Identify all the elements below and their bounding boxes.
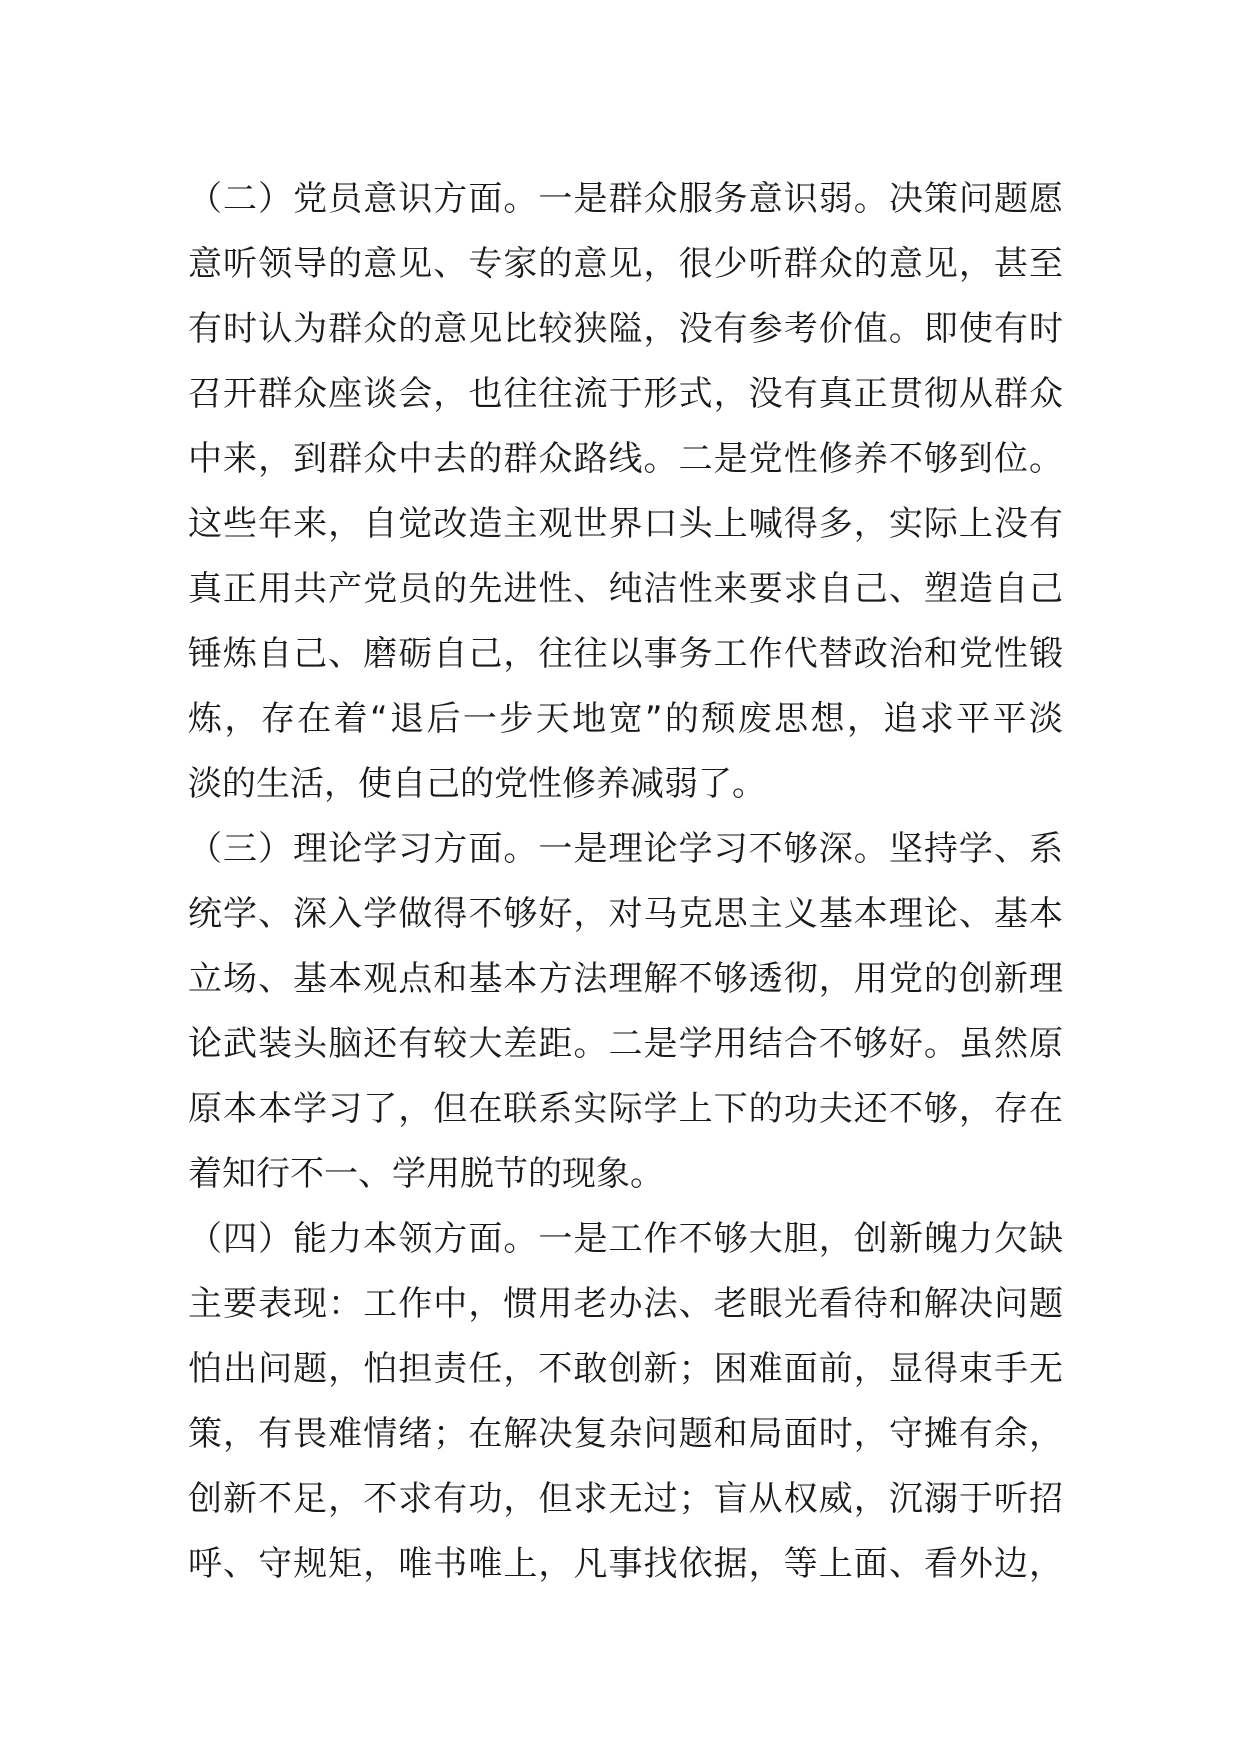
text-line: 这些年来，自觉改造主观世界口头上喊得多，实际上没有 <box>188 504 1063 544</box>
text-line: 炼，存在着“退后一步天地宽”的颓废思想，追求平平淡 <box>188 699 1063 739</box>
text-line: 怕出问题，怕担责任，不敢创新；困难面前，显得束手无 <box>188 1349 1063 1389</box>
text-line: （三）理论学习方面。一是理论学习不够深。坚持学、系 <box>188 829 1063 869</box>
text-line: 创新不足，不求有功，但求无过；盲从权威，沉溺于听招 <box>188 1479 1063 1519</box>
text-line: 呼、守规矩，唯书唯上，凡事找依据，等上面、看外边， <box>188 1544 1063 1584</box>
text-line: 统学、深入学做得不够好，对马克思主义基本理论、基本 <box>188 894 1063 934</box>
document-body <box>188 167 1063 1597</box>
text-line: 真正用共产党员的先进性、纯洁性来要求自己、塑造自己 <box>188 569 1063 609</box>
text-line: 原本本学习了，但在联系实际学上下的功夫还不够，存在 <box>188 1089 1063 1129</box>
text-line: 立场、基本观点和基本方法理解不够透彻，用党的创新理 <box>188 959 1063 999</box>
text-line: 淡的生活，使自己的党性修养减弱了。 <box>188 764 766 804</box>
text-line: （四）能力本领方面。一是工作不够大胆，创新魄力欠缺 <box>188 1219 1063 1259</box>
text-line: 召开群众座谈会，也往往流于形式，没有真正贯彻从群众 <box>188 374 1063 414</box>
text-line: 主要表现：工作中，惯用老办法、老眼光看待和解决问题 <box>188 1284 1063 1324</box>
text-line: 论武装头脑还有较大差距。二是学用结合不够好。虽然原 <box>188 1024 1063 1064</box>
text-line: 有时认为群众的意见比较狭隘，没有参考价值。即使有时 <box>188 309 1063 349</box>
text-line: 策，有畏难情绪；在解决复杂问题和局面时，守摊有余， <box>188 1414 1063 1454</box>
text-line: （二）党员意识方面。一是群众服务意识弱。决策问题愿 <box>188 179 1063 219</box>
text-line: 意听领导的意见、专家的意见，很少听群众的意见，甚至 <box>188 244 1063 284</box>
text-line: 着知行不一、学用脱节的现象。 <box>188 1154 664 1194</box>
text-line: 中来，到群众中去的群众路线。二是党性修养不够到位。 <box>188 439 1063 479</box>
text-line: 锤炼自己、磨砺自己，往往以事务工作代替政治和党性锻 <box>188 634 1063 674</box>
